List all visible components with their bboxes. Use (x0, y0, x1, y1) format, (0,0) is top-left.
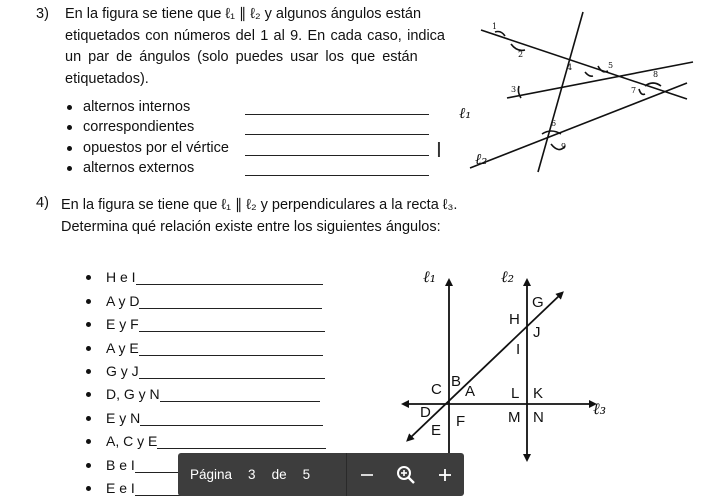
item-label: D, G y N (106, 386, 160, 403)
line-label: ℓ₃ (593, 399, 607, 418)
item-label: A, C y E (106, 433, 158, 450)
answer-blank[interactable] (245, 120, 429, 135)
of-word: de (271, 467, 287, 482)
item-label: alternos externos (83, 160, 195, 176)
bullet-icon (86, 299, 91, 304)
angle-label: I (516, 341, 521, 358)
answer-blank[interactable] (136, 271, 323, 285)
answer-blank[interactable] (245, 100, 429, 115)
item-label: A y E (106, 339, 139, 356)
answer-blank[interactable] (157, 435, 326, 449)
zoom-in-button[interactable] (425, 453, 464, 496)
angle-label: M (508, 409, 521, 426)
line-label: ℓ₁ (423, 267, 437, 286)
angle-label: 9 (561, 142, 567, 151)
item-label: H e I (106, 269, 136, 286)
angle-label: J (533, 324, 541, 341)
item-label: opuestos por el vértice (83, 139, 229, 156)
bullet-icon (86, 322, 91, 327)
bullet-icon (86, 463, 91, 468)
line-label: ℓ₂ (475, 150, 488, 168)
item-label: alternos internos (83, 98, 191, 115)
angle-label: 1 (492, 22, 498, 31)
angle-label: 5 (608, 61, 614, 70)
angle-label: 6 (551, 119, 557, 128)
statement-line: Determina qué relación existe entre los siguientes ángulos: (61, 218, 441, 235)
problem-4-number: 4) (36, 195, 49, 211)
angle-label: E (431, 422, 442, 439)
text-cursor-icon: I (436, 138, 442, 162)
angle-arc (598, 66, 608, 72)
statement-line: En la figura se tiene que ℓ₁ ∥ ℓ₂ y algunos ángulos están (65, 6, 422, 22)
angle-label: F (456, 413, 466, 430)
answer-blank[interactable] (245, 141, 429, 156)
parallel-line-l1 (507, 62, 693, 98)
page-indicator (178, 467, 336, 482)
item-label: B e I (106, 456, 135, 473)
zoom-icon (396, 465, 416, 485)
angle-label: 3 (511, 85, 517, 94)
parallel-line-l2 (470, 83, 687, 168)
bullet-icon (86, 486, 91, 491)
page-word: Página (190, 467, 233, 482)
angle-label: K (533, 385, 544, 402)
angle-label: D (420, 404, 431, 421)
zoom-button[interactable] (386, 453, 425, 496)
plus-icon (437, 467, 453, 483)
line-label: ℓ₂ (501, 267, 515, 286)
list-item (65, 115, 445, 136)
answer-blank[interactable] (139, 295, 322, 309)
angle-label: A (465, 383, 476, 400)
angle-label: 4 (567, 63, 573, 72)
list-item (65, 156, 445, 177)
problem-4-statement (61, 195, 457, 238)
angle-label: 7 (631, 86, 637, 95)
statement-line: etiquetados). (65, 70, 149, 87)
angle-label: G (532, 294, 544, 311)
total-pages: 5 (302, 467, 311, 482)
problem-3-answer-list (65, 94, 445, 176)
item-label: correspondientes (83, 119, 195, 135)
list-item (65, 94, 445, 115)
angle-label: C (431, 381, 442, 398)
problem-3-number: 3) (36, 6, 49, 22)
angle-label: H (509, 311, 520, 328)
zoom-out-button[interactable] (347, 453, 386, 496)
angle-label: B (451, 373, 462, 390)
bullet-icon (86, 275, 91, 280)
bullet-icon (86, 369, 91, 374)
list-item (86, 262, 326, 285)
answer-blank[interactable] (160, 388, 320, 402)
answer-blank[interactable] (245, 161, 429, 176)
answer-blank[interactable] (139, 365, 325, 379)
angle-arc (639, 89, 645, 94)
angle-label: N (533, 409, 544, 426)
list-item (86, 332, 326, 355)
angle-label: 2 (518, 50, 524, 59)
item-label: A y D (106, 292, 140, 309)
angle-label: L (511, 385, 520, 402)
minus-icon (359, 467, 375, 483)
bullet-icon (67, 166, 72, 171)
angle-label: 8 (653, 70, 659, 79)
list-item (65, 135, 445, 156)
pdf-toolbar (178, 453, 464, 496)
list-item (86, 426, 326, 449)
item-label: E e I (106, 479, 135, 496)
problem-3-figure (455, 6, 695, 176)
list-item (86, 309, 326, 332)
answer-blank[interactable] (140, 412, 323, 426)
problem-3-statement (65, 4, 445, 90)
bullet-icon (67, 125, 72, 130)
problem-4-figure (395, 262, 625, 462)
bullet-icon (67, 105, 72, 110)
item-label: E y N (106, 409, 141, 426)
list-item (86, 379, 326, 402)
list-item (86, 356, 326, 379)
answer-blank[interactable] (139, 342, 323, 356)
list-item (86, 285, 326, 308)
statement-line: un par de ángulos (solo puedes usar los que están (65, 49, 418, 65)
item-label: G y J (106, 362, 139, 379)
bullet-icon (86, 392, 91, 397)
statement-line: En la figura se tiene que ℓ₁ ∥ ℓ₂ y perpendiculares a la recta ℓ₃. (61, 197, 458, 213)
bullet-icon (86, 346, 91, 351)
answer-blank[interactable] (139, 318, 325, 332)
angle-arc (585, 72, 593, 76)
bullet-icon (86, 416, 91, 421)
item-label: E y F (106, 316, 139, 333)
current-page[interactable]: 3 (248, 467, 256, 482)
list-item (86, 402, 326, 425)
line-label: ℓ₁ (459, 104, 472, 122)
statement-line: etiquetados con números del 1 al 9. En cada caso, indica (65, 27, 445, 44)
bullet-icon (86, 439, 91, 444)
bullet-icon (67, 146, 72, 151)
